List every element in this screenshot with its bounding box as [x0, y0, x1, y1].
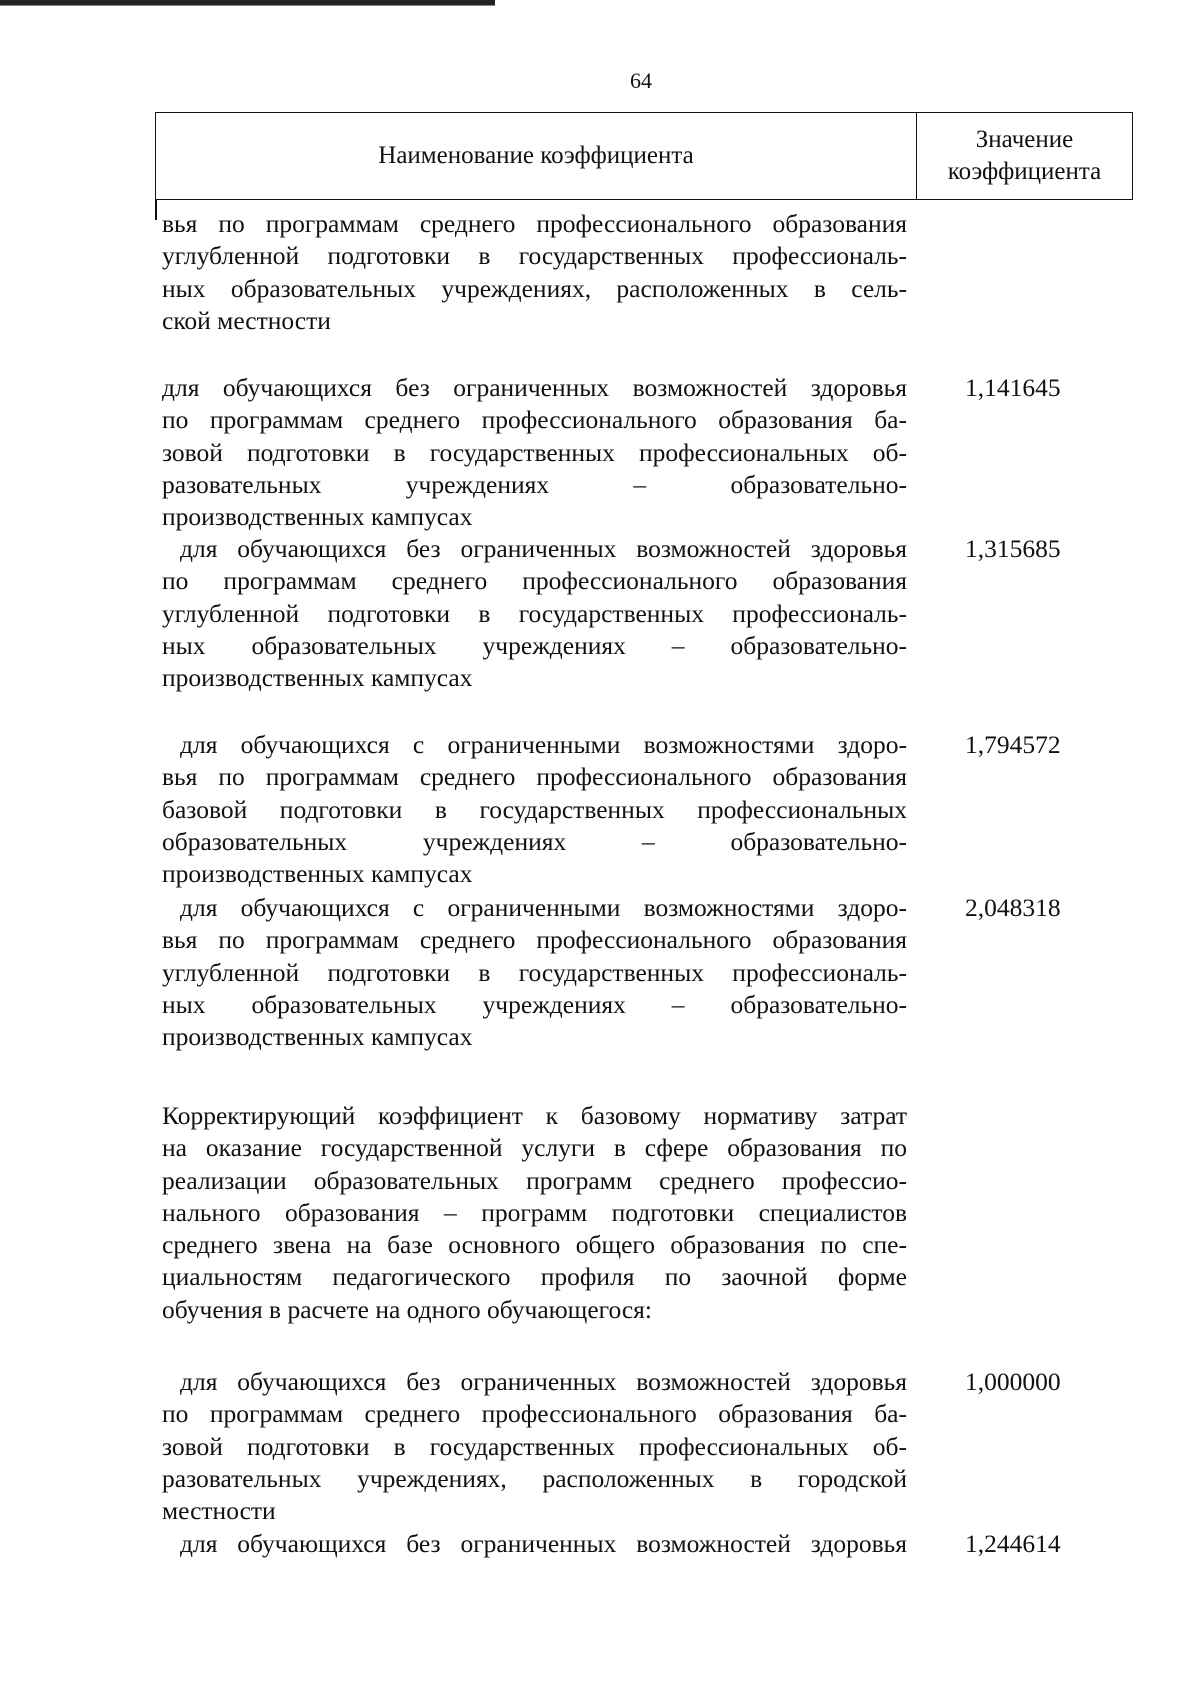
text-line: вья по программам среднего профессионального образования	[162, 209, 907, 238]
text-line: для обучающихся без ограниченных возможностей здоровья	[180, 534, 907, 563]
coefficient-value: 1,141645	[965, 373, 1061, 402]
text-line: производственных кампусах	[162, 663, 473, 693]
coefficient-block-7	[162, 1528, 907, 1560]
text-line: по программам среднего профессионального образования ба-	[162, 1399, 907, 1429]
header-value-line1: Значение	[975, 126, 1074, 153]
text-line: производственных кампусах	[162, 502, 473, 532]
text-line: углубленной подготовки в государственных профессиональ-	[162, 957, 907, 987]
text-line: вья по программам среднего профессионального образования	[162, 762, 907, 792]
text-line: разовательных учреждениях, расположенных в городской	[162, 1463, 907, 1493]
text-line: обучения в расчете на одного обучающегося:	[162, 1294, 652, 1324]
text-line: вья по программам среднего профессионального образования	[162, 925, 907, 955]
coefficient-value: 1,000000	[965, 1367, 1061, 1396]
text-line: Корректирующий коэффициент к базовому нормативу затрат	[162, 1101, 907, 1130]
text-line: ской местности	[162, 305, 331, 335]
coefficient-block-0	[162, 208, 907, 337]
coefficient-value: 1,244614	[965, 1529, 1061, 1558]
coefficient-block-2	[162, 533, 907, 694]
coefficient-value: 1,794572	[965, 730, 1061, 759]
header-value-line2: коэффициента	[947, 158, 1102, 185]
text-line: местности	[162, 1496, 276, 1526]
header-value-column	[917, 113, 1132, 199]
text-line: образовательных учреждениях – образовательно-	[162, 826, 907, 856]
text-line: нального образования – программ подготовки специалистов	[162, 1197, 907, 1227]
coefficient-block-1	[162, 372, 907, 533]
text-line: для обучающихся без ограниченных возможностей здоровья	[162, 373, 907, 402]
text-line: производственных кампусах	[162, 1022, 473, 1052]
text-line: зовой подготовки в государственных профессиональных об-	[162, 1431, 907, 1461]
table-header	[155, 112, 1133, 200]
text-line: углубленной подготовки в государственных профессиональ-	[162, 241, 907, 271]
text-line: ных образовательных учреждениях – образовательно-	[162, 630, 907, 660]
text-line: циальностям педагогического профиля по заочной форме	[162, 1262, 907, 1292]
text-line: ных образовательных учреждениях, расположенных в сель-	[162, 273, 907, 303]
text-line: на оказание государственной услуги в сфере образования по	[162, 1133, 907, 1163]
text-line: для обучающихся без ограниченных возможностей здоровья	[180, 1367, 907, 1396]
page-number: 64	[630, 68, 652, 93]
scan-edge-line	[0, 0, 495, 6]
text-line: среднего звена на базе основного общего образования по спе-	[162, 1230, 907, 1260]
coefficient-block-4	[162, 892, 907, 1053]
text-line: ных образовательных учреждениях – образовательно-	[162, 989, 907, 1019]
text-line: разовательных учреждениях – образовательно-	[162, 469, 907, 499]
text-line: зовой подготовки в государственных профессиональных об-	[162, 437, 907, 467]
text-line: по программам среднего профессионального образования	[162, 566, 907, 596]
header-name-column: Наименование коэффициента	[156, 113, 917, 199]
text-line: производственных кампусах	[162, 859, 473, 889]
text-line: углубленной подготовки в государственных профессиональ-	[162, 598, 907, 628]
text-line: по программам среднего профессионального образования ба-	[162, 405, 907, 435]
text-line: реализации образовательных программ среднего профессио-	[162, 1165, 907, 1195]
text-line: для обучающихся с ограниченными возможностями здоро-	[180, 730, 907, 759]
coefficient-block-6	[162, 1366, 907, 1527]
coefficient-value: 2,048318	[965, 893, 1061, 922]
coefficient-value: 1,315685	[965, 534, 1061, 563]
table-left-rule	[155, 200, 157, 220]
text-line: базовой подготовки в государственных профессиональных	[162, 794, 907, 824]
text-line: для обучающихся с ограниченными возможностями здоро-	[180, 893, 907, 922]
coefficient-block-5	[162, 1100, 907, 1326]
coefficient-block-3	[162, 729, 907, 890]
text-line: для обучающихся без ограниченных возможностей здоровья	[180, 1529, 907, 1558]
